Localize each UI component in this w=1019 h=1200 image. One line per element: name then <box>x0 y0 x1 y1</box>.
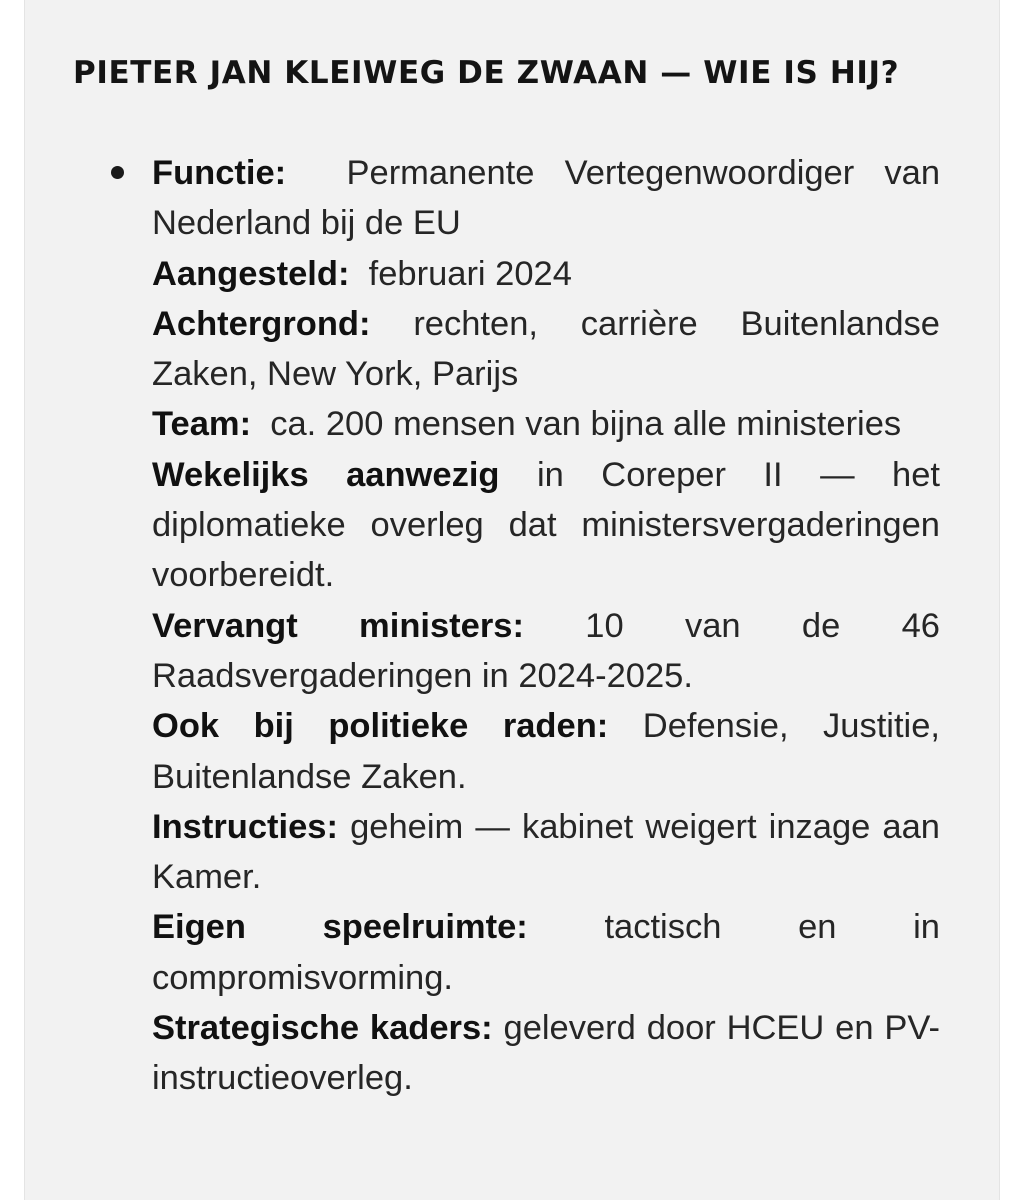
fact-label: Aangesteld: <box>152 254 350 293</box>
fact-value: geleverd door HCEU en PV-instructieoverleg. <box>152 1009 940 1098</box>
fact-value: rechten, carrière Buitenlandse Zaken, New York, Parijs <box>152 304 940 394</box>
article-title: PIETER JAN KLEIWEG DE ZWAAN — WIE IS HIJ? <box>73 55 900 91</box>
fact-label: Team: <box>152 405 252 444</box>
fact-label: Ook bij politieke raden: <box>152 707 609 746</box>
fact-team <box>152 399 940 449</box>
fact-instructions <box>152 802 940 903</box>
bullet-point-icon <box>111 166 124 179</box>
fact-function <box>152 148 940 249</box>
fact-label: Functie: <box>152 154 287 192</box>
fact-value: Permanente Vertegenwoordiger van Nederland bij de EU <box>152 154 941 243</box>
fact-value: februari 2024 <box>368 254 572 293</box>
fact-strategic-frameworks <box>152 1003 940 1104</box>
fact-own-latitude <box>152 902 940 1003</box>
fact-value: 10 van de 46 Raadsvergaderingen in 2024-2025. <box>152 606 940 695</box>
fact-label: Instructies: <box>152 807 338 846</box>
fact-political-councils <box>152 701 940 802</box>
fact-label: Vervangt ministers: <box>152 606 524 645</box>
fact-value: tactisch en in compromisvorming. <box>152 908 940 997</box>
fact-background <box>152 299 940 400</box>
fact-weekly-presence <box>152 450 940 601</box>
fact-label: Wekelijks aanwezig <box>152 455 500 494</box>
fact-replaces-ministers <box>152 601 940 702</box>
fact-value: Defensie, Justitie, Buitenlandse Zaken. <box>152 707 940 796</box>
fact-label: Strategische kaders: <box>152 1009 493 1048</box>
fact-label: Achtergrond: <box>152 304 371 343</box>
fact-appointed <box>152 249 940 299</box>
fact-value: in Coreper II — het diplomatieke overleg dat ministersvergaderingen voorbereidt. <box>152 455 941 595</box>
fact-value: ca. 200 mensen van bijna alle ministeries <box>270 405 902 444</box>
fact-label: Eigen speelruimte: <box>152 908 528 947</box>
article-card <box>24 0 1000 1200</box>
fact-list <box>152 148 940 1104</box>
fact-value: geheim — kabinet weigert inzage aan Kamer. <box>152 807 940 897</box>
